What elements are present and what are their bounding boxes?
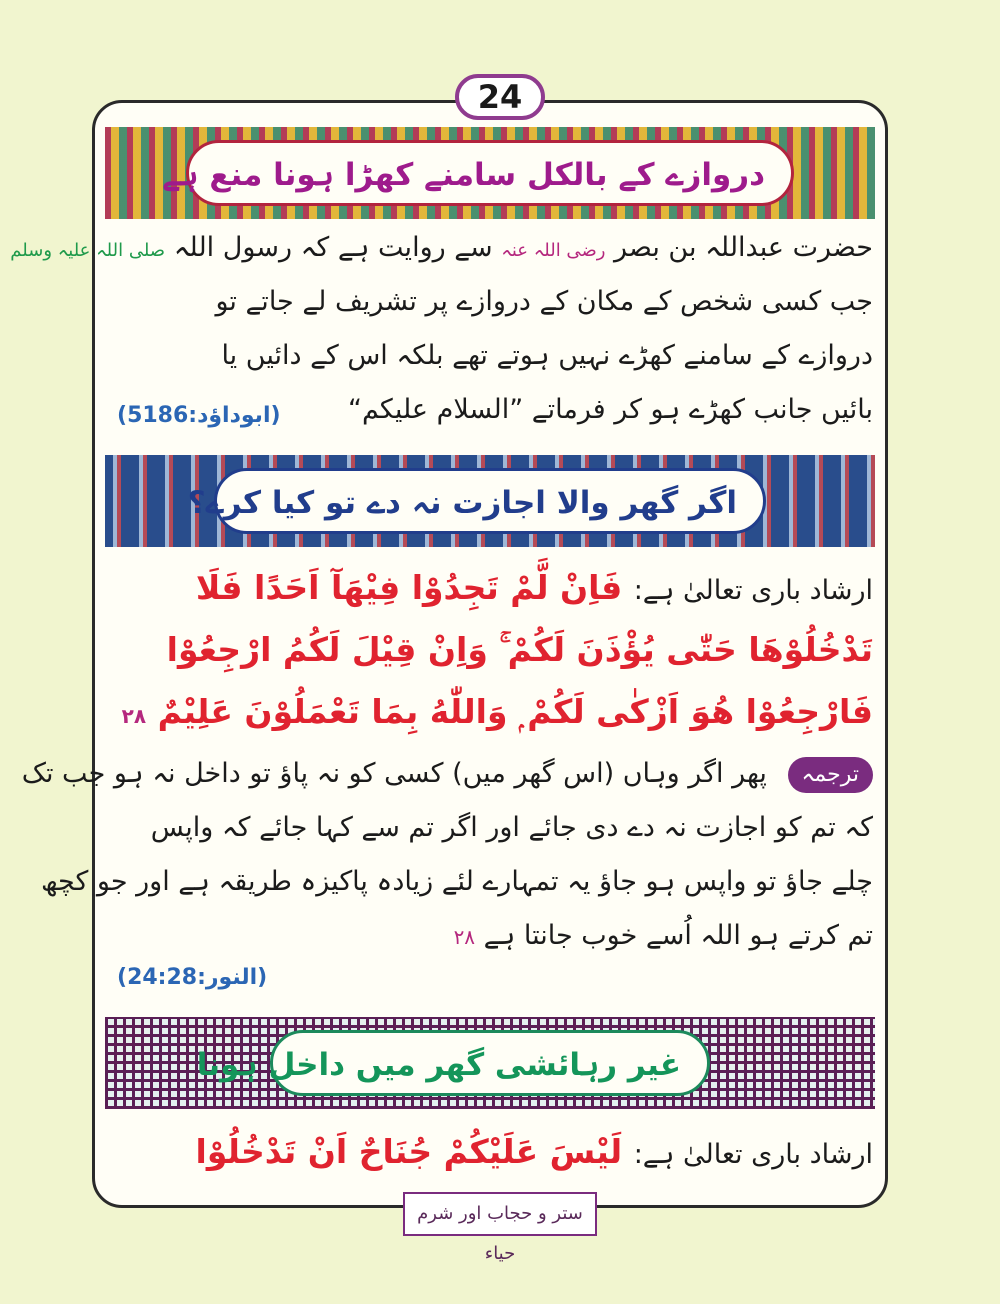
verse-number-mark: ۲۸ [121,704,147,728]
verse2-intro: ارشاد باری تعالیٰ ہے: [633,1139,873,1170]
verse-block-2 [111,1121,873,1183]
verse-text-3: فَارْجِعُوْا هُوَ اَزْكٰى لَكُمْ ۭ وَاللّٰهُ بِمَا تَعْمَلُوْنَ عَلِيْمٌ [157,692,873,731]
verse-intro: ارشاد باری تعالیٰ ہے: [633,575,873,606]
honorific-saw: صلی اللہ علیہ وسلم [10,240,166,261]
verse-block [111,557,873,743]
hadith-line-2: جب کسی شخص کے مکان کے دروازے پر تشریف لے جاتے تو [215,286,873,317]
translation-text-1: پھر اگر وہاں (اس گھر میں) کسی کو نہ پاؤ تو داخل نہ ہو جب تک [21,758,767,789]
maze-header-band [105,1017,875,1109]
verse-line-1 [111,557,873,619]
tile-header-band [105,455,875,547]
translation-number-mark: ۲۸ [453,925,476,949]
translation-line-4 [111,909,873,963]
translation-text-4: تم کرتے ہو اللہ اُسے خوب جانتا ہے [483,920,873,951]
translation-badge: ترجمہ [788,757,873,793]
verse-line-3 [111,681,873,743]
verse-line-2: تَدْخُلُوْهَا حَتّٰى يُؤْذَنَ لَكُمْ ۚ وَاِنْ قِيْلَ لَكُمُ ارْجِعُوْا [166,630,873,669]
hadith-line-1 [10,221,873,275]
hadith-line-4: بائیں جانب کھڑے ہو کر فرماتے ”السلام علیکم“ [347,394,873,425]
verse-text-1: فَاِنْ لَّمْ تَجِدُوْا فِيْهَآ اَحَدًا فَلَا [195,568,623,607]
translation-line-1 [21,747,873,801]
hadith-line-3: دروازے کے سامنے کھڑے نہیں ہوتے تھے بلکہ اس کے دائیں یا [221,340,873,371]
translation-line-3: چلے جاؤ تو واپس ہو جاؤ یہ تمہارے لئے زیادہ پاکیزہ طریقہ ہے اور جو کچھ [40,866,873,897]
hadith-line-1a: حضرت عبداللہ بن بصر [614,232,873,263]
section-title-nonresidential: غیر رہائشی گھر میں داخل ہونا [270,1030,710,1096]
honorific-rz: رضی اللہ عنہ [501,240,606,261]
hadith-line-1b: سے روایت ہے کہ رسول اللہ [173,232,493,263]
book-title-footer: ستر و حجاب اور شرم حیاء [403,1192,597,1236]
section-title-permission: اگر گھر والا اجازت نہ دے تو کیا کرے؟ [214,468,766,534]
page-frame [10,100,888,1208]
verse2-text: لَيْسَ عَلَيْكُمْ جُنَاحٌ اَنْ تَدْخُلُوْا [195,1132,623,1171]
translation-block [21,747,873,963]
floral-header-band [105,127,875,219]
reference-abudawud: (ابوداؤد:5186) [117,403,281,428]
translation-line-2: کہ تم کو اجازت نہ دے دی جائے اور اگر تم سے کہا جائے کہ واپس [150,812,873,843]
section-title-door: دروازے کے بالکل سامنے کھڑا ہونا منع ہے [186,140,794,206]
verse2-line-1 [111,1121,873,1183]
page-number: 24 [455,74,545,120]
reference-nur: (النور:24:28) [117,965,268,990]
